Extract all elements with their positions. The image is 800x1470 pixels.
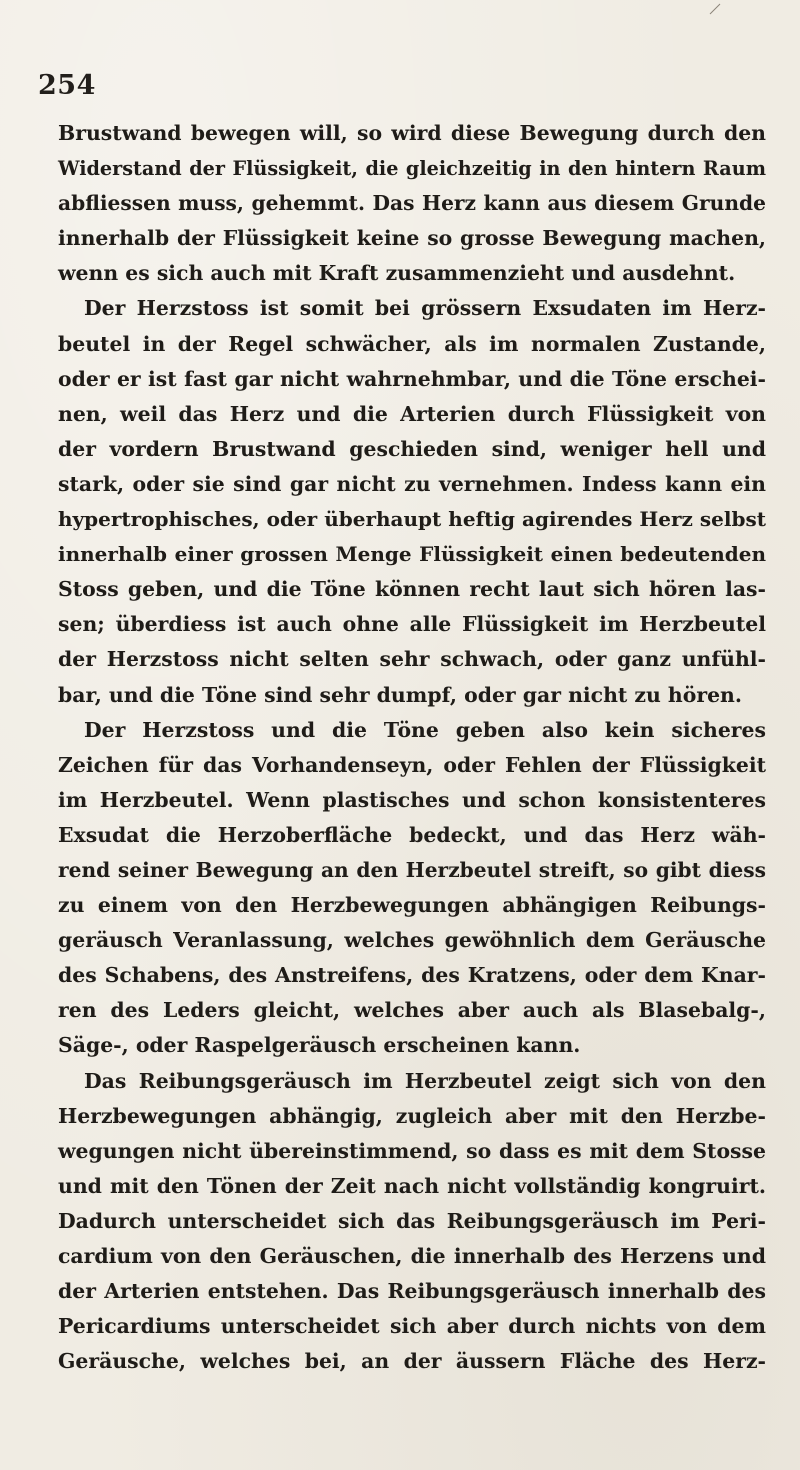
text-line: und mit den Tönen der Zeit nach nicht vollständig kongruirt.: [58, 1173, 766, 1198]
text-line: im Herzbeutel. Wenn plastisches und schon konsistenteres: [58, 787, 766, 812]
text-line: Dadurch unterscheidet sich das Reibungsgeräusch im Peri-: [58, 1208, 766, 1233]
text-line: Brustwand bewegen will, so wird diese Bewegung durch den: [58, 121, 766, 145]
text-line: sen; überdiess ist auch ohne alle Flüssigkeit im Herzbeutel: [58, 612, 766, 637]
text-line: der Arterien entstehen. Das Reibungsgeräusch innerhalb des: [58, 1279, 766, 1304]
text-line: nen, weil das Herz und die Arterien durch Flüssigkeit von: [58, 401, 766, 426]
text-line: Widerstand der Flüssigkeit, die gleichzeitig in den hintern Raum: [58, 157, 766, 181]
page-number: 254: [38, 70, 96, 101]
text-line: Geräusche, welches bei, an der äussern Fläche des Herz-: [58, 1349, 766, 1374]
text-line: hypertrophisches, oder überhaupt heftig agirendes Herz selbst: [58, 507, 766, 532]
text-line: Stoss geben, und die Töne können recht laut sich hören las-: [58, 577, 766, 602]
text-line: innerhalb einer grossen Menge Flüssigkeit einen bedeutenden: [58, 542, 766, 567]
text-line: Das Reibungsgeräusch im Herzbeutel zeigt sich von den: [84, 1068, 766, 1093]
text-line: des Schabens, des Anstreifens, des Kratzens, oder dem Knar-: [58, 963, 766, 988]
text-line: Herzbewegungen abhängig, zugleich aber mit den Herzbe-: [58, 1103, 766, 1128]
text-line: stark, oder sie sind gar nicht zu vernehmen. Indess kann ein: [58, 471, 766, 496]
text-line: abfliessen muss, gehemmt. Das Herz kann aus diesem Grunde: [58, 191, 766, 216]
text-line: innerhalb der Flüssigkeit keine so grosse Bewegung machen,: [58, 226, 766, 251]
text-line: wegungen nicht übereinstimmend, so dass es mit dem Stosse: [58, 1138, 766, 1163]
text-line: Der Herzstoss ist somit bei grössern Exsudaten im Herz-: [84, 296, 766, 321]
body-text: [58, 116, 766, 1379]
text-line: oder er ist fast gar nicht wahrnehmbar, und die Töne erschei-: [58, 366, 766, 391]
text-line: Pericardiums unterscheidet sich aber durch nichts von dem: [58, 1314, 766, 1339]
stray-pencil-mark: [708, 2, 722, 16]
text-line: der vordern Brustwand geschieden sind, weniger hell und: [58, 436, 766, 461]
text-line: ren des Leders gleicht, welches aber auch als Blasebalg-,: [58, 998, 766, 1023]
text-line: bar, und die Töne sind sehr dumpf, oder gar nicht zu hören.: [58, 682, 742, 707]
text-line: der Herzstoss nicht selten sehr schwach, oder ganz unfühl-: [58, 647, 766, 672]
text-line: zu einem von den Herzbewegungen abhängigen Reibungs-: [58, 893, 766, 918]
text-line: Säge-, oder Raspelgeräusch erscheinen kann.: [58, 1033, 581, 1058]
text-line: cardium von den Geräuschen, die innerhalb des Herzens und: [58, 1244, 766, 1268]
text-line: Exsudat die Herzoberfläche bedeckt, und das Herz wäh-: [58, 822, 766, 847]
text-line: Zeichen für das Vorhandenseyn, oder Fehlen der Flüssigkeit: [58, 752, 766, 777]
text-line: Der Herzstoss und die Töne geben also kein sicheres: [84, 717, 766, 742]
text-line: geräusch Veranlassung, welches gewöhnlich dem Geräusche: [58, 928, 766, 953]
text-line: beutel in der Regel schwächer, als im normalen Zustande,: [58, 331, 766, 356]
text-line: rend seiner Bewegung an den Herzbeutel streift, so gibt diess: [58, 857, 766, 882]
text-line: wenn es sich auch mit Kraft zusammenzieht und ausdehnt.: [58, 261, 736, 286]
